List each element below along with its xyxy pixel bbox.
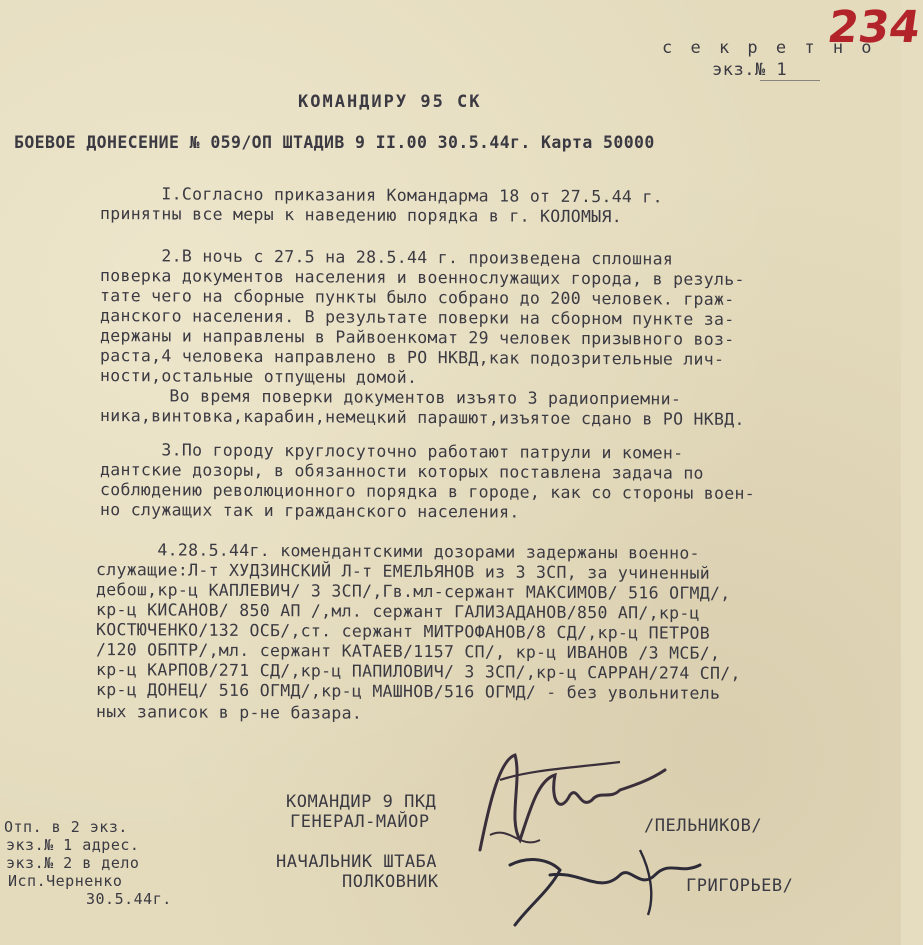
distribution-line: 30.5.44г. bbox=[86, 890, 172, 908]
report-line: дебош,кр-ц КАПЛЕВИЧ/ 3 ЗСП/,Гв.мл-сержант МАКСИМОВ/ 516 ОГМД/, bbox=[96, 580, 731, 603]
distribution-line: экз.№ 2 в дело bbox=[6, 854, 140, 872]
report-line: кр-ц КИСАНОВ/ 850 АП /,мл. сержант ГАЛИЗАДАНОВ/850 АП/,кр-ц bbox=[96, 600, 700, 623]
report-line: данского населения. В результате поверки на сборном пункте за- bbox=[100, 306, 735, 329]
commander-title: КОМАНДИР 9 ПКД bbox=[286, 792, 437, 812]
chief-of-staff-signature bbox=[490, 835, 720, 935]
report-line: ности,остальные отпущены домой. bbox=[100, 366, 418, 387]
chief-of-staff-title: НАЧАЛЬНИК ШТАБА bbox=[276, 852, 438, 872]
report-line: КОСТЮЧЕНКО/132 ОСБ/,ст. сержант МИТРОФАНОВ/8 СД/,кр-ц ПЕТРОВ bbox=[96, 620, 711, 643]
report-line: принятны все меры к наведению порядка в г. КОЛОМЫЯ. bbox=[100, 204, 622, 227]
addressee: КОМАНДИРУ 95 СК bbox=[298, 92, 482, 112]
report-line: но служащих так и гражданского населения. bbox=[100, 500, 520, 522]
report-line: тате чего на сборные пункты было собрано до 200 человек. граж- bbox=[100, 286, 735, 309]
report-line: раста,4 человека направлено в РО НКВД,как подозрительные лич- bbox=[100, 346, 725, 369]
report-line: служащие:Л-т ХУДЗИНСКИЙ Л-т ЕМЕЛЬЯНОВ из 3 ЗСП, за учиненный bbox=[96, 560, 711, 583]
chief-of-staff-rank: ПОЛКОВНИК bbox=[342, 872, 439, 892]
report-heading: БОЕВОЕ ДОНЕСЕНИЕ № 059/ОП ШТАДИВ 9 II.00 30.5.44г. Карта 50000 bbox=[14, 133, 655, 152]
report-line: ника,винтовка,карабин,немецкий парашют,изъятое сдано в РО НКВД. bbox=[100, 406, 745, 429]
archive-page-number: 234 bbox=[824, 2, 923, 53]
report-line: Во время поверки документов изъято 3 радиоприемни- bbox=[108, 386, 682, 409]
distribution-line: экз.№ 1 адрес. bbox=[6, 836, 140, 854]
report-line: I.Согласно приказания Командарма 18 от 27.5.44 г. bbox=[100, 184, 663, 207]
report-line: 2.В ночь с 27.5 на 28.5.44 г. произведена сплошная bbox=[100, 246, 674, 269]
copy-underline bbox=[760, 80, 820, 81]
copy-number: экз.№ 1 bbox=[712, 60, 788, 80]
report-line: /120 ОБПТР/,мл. сержант КАТАЕВ/1157 СП/, кр-ц ИВАНОВ /3 МСБ/, bbox=[96, 640, 721, 663]
distribution-line: Отп. в 2 экз. bbox=[4, 818, 128, 836]
distribution-line: Исп.Черненко bbox=[8, 872, 123, 890]
chief-of-staff-name: ГРИГОРЬЕВ/ bbox=[686, 876, 794, 896]
report-line: держаны и направлены в Райвоенкомат 29 человек призывного воз- bbox=[100, 326, 735, 349]
report-line: кр-ц ДОНЕЦ/ 516 ОГМД/,кр-ц МАШНОВ/516 ОГМД/ - без увольнитель bbox=[96, 680, 721, 703]
report-line: ных записок в р-не базара. bbox=[96, 702, 363, 723]
report-line: дантские дозоры, в обязанности которых поставлена задача по bbox=[100, 460, 704, 483]
commander-name: /ПЕЛЬНИКОВ/ bbox=[644, 816, 763, 836]
report-line: поверка документов населения и военнослужащих города, в резуль- bbox=[100, 266, 745, 289]
report-line: соблюдению революционного порядка в городе, как со стороны воен- bbox=[100, 480, 755, 504]
report-line: 4.28.5.44г. комендантскими дозорами задержаны военно- bbox=[96, 540, 700, 563]
report-line: 3.По городу круглосуточно работают патрули и комен- bbox=[100, 440, 684, 463]
report-line: кр-ц КАРПОВ/271 СД/,кр-ц ПАПИЛОВИЧ/ 3 ЗСП/,кр-ц САРРАН/274 СП/, bbox=[96, 660, 741, 683]
commander-rank: ГЕНЕРАЛ-МАЙОР bbox=[290, 812, 430, 832]
classification-stamp: с е к р е т н о bbox=[662, 38, 876, 58]
